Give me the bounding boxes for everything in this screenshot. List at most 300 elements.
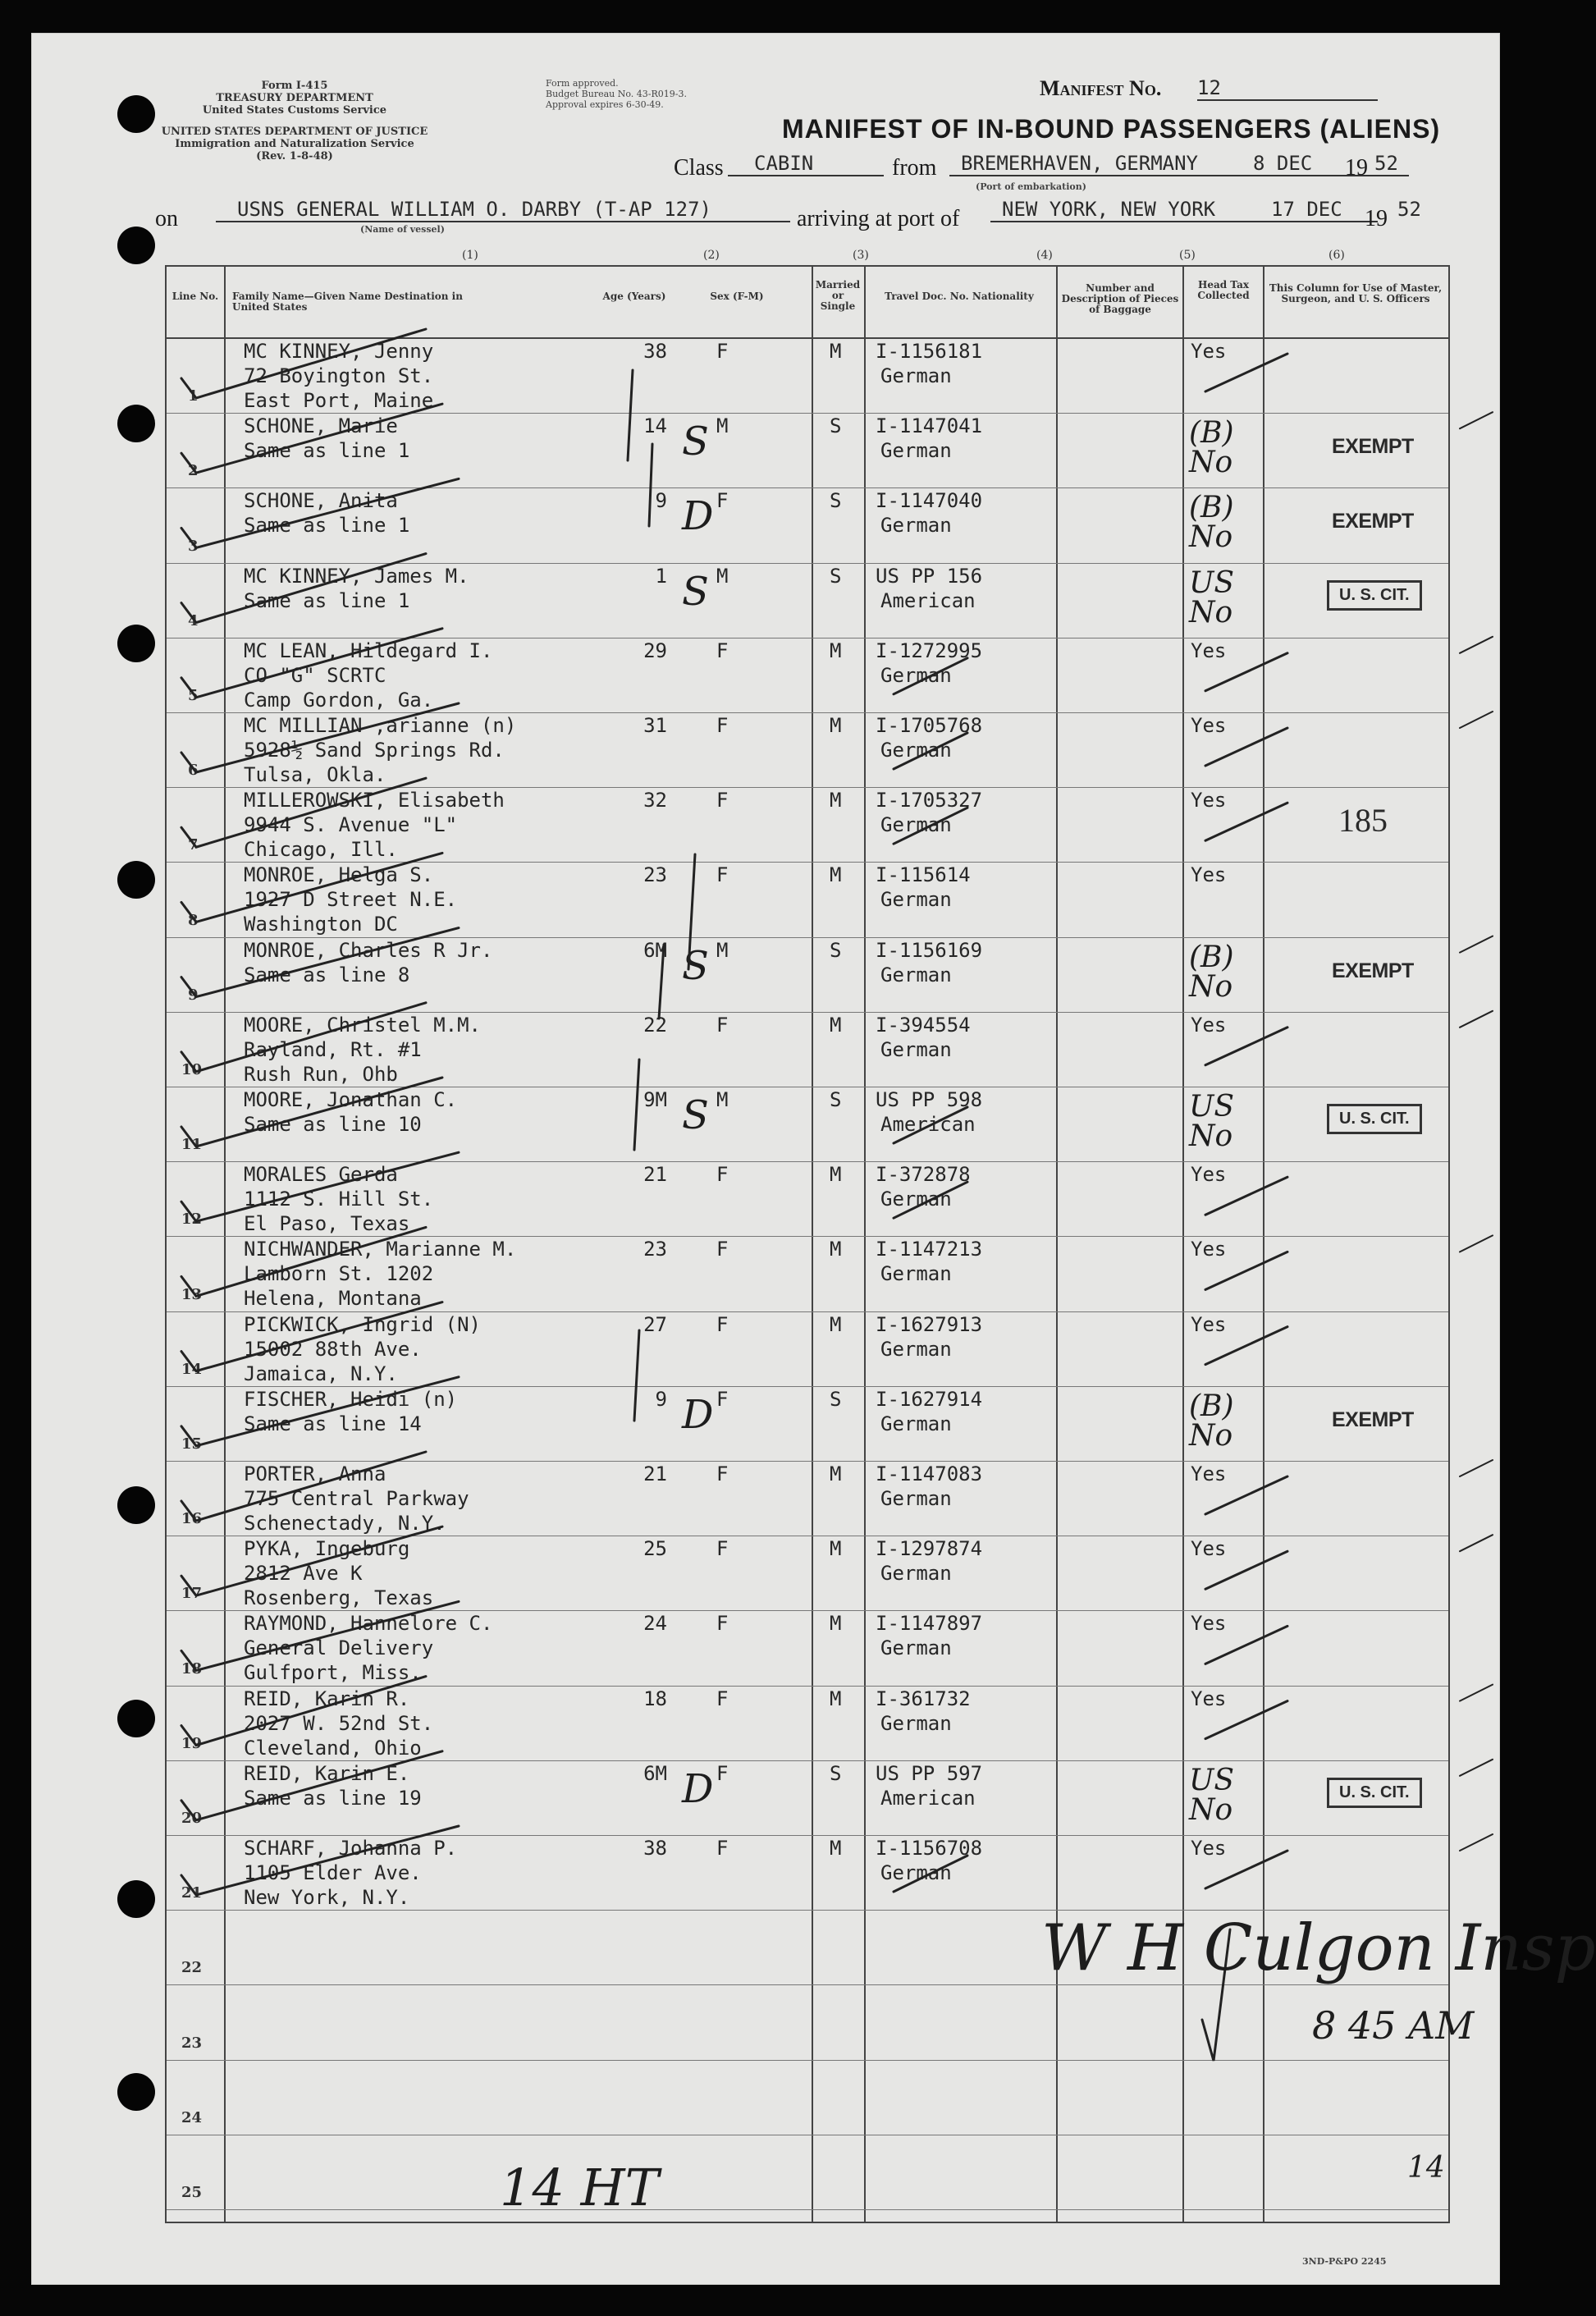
col-num-4: (4) bbox=[1036, 249, 1053, 262]
passenger-age: 23 bbox=[643, 863, 667, 887]
passenger-address-2: Gulfport, Miss. bbox=[244, 1661, 422, 1685]
head-tax: Yes bbox=[1191, 639, 1227, 662]
nationality: German bbox=[880, 1636, 952, 1660]
travel-doc-no: US PP 598 bbox=[876, 1088, 983, 1111]
check-mark bbox=[1205, 653, 1287, 691]
check-mark bbox=[181, 1601, 459, 1670]
printer-code: 3ND-P&PO 2245 bbox=[1302, 2256, 1387, 2267]
passenger-sex: F bbox=[716, 1312, 729, 1336]
passenger-name: MONROE, Charles R Jr. bbox=[244, 938, 493, 962]
check-mark bbox=[1460, 1235, 1493, 1252]
check-mark bbox=[181, 404, 442, 473]
passenger-sex: F bbox=[716, 714, 729, 737]
nationality: German bbox=[880, 514, 952, 538]
passenger-address-1: 72 Boyington St. bbox=[244, 364, 434, 387]
depart-year-prefix: 19 bbox=[1345, 155, 1368, 181]
vessel-label: (Name of vessel) bbox=[360, 224, 445, 235]
check-mark bbox=[628, 370, 633, 460]
marital-status: S bbox=[830, 1387, 842, 1411]
line-number: 8 bbox=[188, 911, 199, 929]
travel-doc-no: I-1627913 bbox=[876, 1312, 983, 1336]
check-mark bbox=[181, 1751, 442, 1820]
handwritten-tax-note: US No bbox=[1189, 565, 1235, 629]
revision: (Rev. 1-8-48) bbox=[256, 150, 333, 162]
passenger-name: SCHARF, Johanna P. bbox=[244, 1837, 458, 1860]
check-mark bbox=[1205, 1701, 1287, 1739]
us-citizen-stamp: U. S. CIT. bbox=[1327, 1104, 1422, 1134]
travel-doc-no: I-115614 bbox=[876, 863, 971, 887]
nationality: German bbox=[880, 1188, 952, 1211]
nationality: German bbox=[880, 1412, 952, 1435]
arriving-label: arriving at port of bbox=[797, 206, 960, 231]
col-num-2: (2) bbox=[703, 249, 720, 262]
line-number: 6 bbox=[188, 762, 199, 780]
check-mark bbox=[181, 1227, 426, 1296]
nationality: German bbox=[880, 1711, 952, 1735]
head-tax: Yes bbox=[1191, 1537, 1227, 1561]
travel-doc-no: I-1147083 bbox=[876, 1462, 983, 1485]
line-number: 12 bbox=[181, 1211, 203, 1229]
check-mark bbox=[181, 1677, 426, 1746]
from-label: from bbox=[892, 155, 937, 181]
line-number: 5 bbox=[188, 686, 199, 704]
passenger-sex: F bbox=[716, 1761, 729, 1785]
marital-status: M bbox=[830, 1462, 842, 1485]
check-mark bbox=[1205, 1851, 1287, 1888]
handwritten-tax-note: (B) No bbox=[1189, 491, 1234, 555]
passenger-sex: F bbox=[716, 1537, 729, 1561]
line-number: 22 bbox=[181, 1959, 203, 1977]
marital-status: S bbox=[830, 1761, 842, 1785]
passenger-age: 27 bbox=[643, 1312, 667, 1336]
passenger-name: MONROE, Helga S. bbox=[244, 863, 434, 887]
embarkation-label: (Port of embarkation) bbox=[976, 181, 1086, 192]
corner-note: 14 bbox=[1407, 2151, 1445, 2185]
passenger-name: PICKWICK, Ingrid (N) bbox=[244, 1312, 481, 1336]
nationality: German bbox=[880, 1861, 952, 1884]
exempt-stamp: EXEMPT bbox=[1332, 435, 1414, 459]
check-mark bbox=[894, 733, 967, 769]
passenger-name: FISCHER, Heidi (n) bbox=[244, 1387, 458, 1411]
passenger-age: 9M bbox=[643, 1088, 667, 1111]
marital-status: S bbox=[830, 564, 842, 588]
marital-status: M bbox=[830, 1238, 842, 1261]
passenger-age: 14 bbox=[643, 414, 667, 438]
passenger-name: SCHONE, Anita bbox=[244, 489, 398, 513]
arrival-time-note: 8 45 AM bbox=[1312, 2003, 1475, 2048]
handwritten-tax-note: (B) No bbox=[1189, 416, 1234, 480]
col-num-1: (1) bbox=[462, 249, 478, 262]
col-num-3: (3) bbox=[853, 249, 869, 262]
check-mark bbox=[181, 329, 426, 398]
marital-status: M bbox=[830, 340, 842, 363]
passenger-sex: F bbox=[716, 489, 729, 513]
passenger-name: PYKA, Ingeburg bbox=[244, 1537, 410, 1561]
passenger-age: 24 bbox=[643, 1612, 667, 1636]
marital-status: M bbox=[830, 863, 842, 887]
handwritten-tax-note: (B) No bbox=[1189, 940, 1234, 1004]
check-mark bbox=[894, 658, 967, 694]
passenger-name: MC KINNEY, James M. bbox=[244, 564, 469, 588]
check-mark bbox=[181, 1826, 459, 1895]
check-mark bbox=[181, 853, 442, 922]
head-tax: Yes bbox=[1191, 1163, 1227, 1187]
check-mark bbox=[894, 1856, 967, 1892]
marital-status: S bbox=[830, 489, 842, 513]
passenger-sex: M bbox=[716, 414, 729, 438]
budget-bureau: Budget Bureau No. 43-R019-3. bbox=[546, 89, 688, 99]
passenger-sex: F bbox=[716, 789, 729, 812]
passenger-address-1: 9944 S. Avenue "L" bbox=[244, 813, 458, 837]
check-mark bbox=[634, 1060, 639, 1150]
passenger-name: MC KINNEY, Jenny bbox=[244, 340, 434, 363]
check-mark bbox=[1460, 936, 1493, 953]
exempt-stamp: EXEMPT bbox=[1332, 1407, 1414, 1431]
check-mark bbox=[1460, 637, 1493, 653]
line-number: 11 bbox=[181, 1136, 203, 1154]
customs-service: United States Customs Service bbox=[202, 104, 387, 117]
depart-date: 8 DEC bbox=[1253, 152, 1313, 175]
line-number: 4 bbox=[188, 611, 199, 629]
vessel-name: USNS GENERAL WILLIAM O. DARBY (T-AP 127) bbox=[216, 198, 790, 222]
check-mark bbox=[181, 778, 426, 847]
line-number: 10 bbox=[181, 1060, 203, 1078]
passenger-address-2: Rush Run, Ohb bbox=[244, 1062, 398, 1086]
line-number: 14 bbox=[181, 1360, 203, 1378]
check-mark bbox=[181, 1526, 442, 1595]
passenger-name: REID, Karin R. bbox=[244, 1687, 410, 1710]
passenger-age: 32 bbox=[643, 789, 667, 812]
handwritten-sex-mark: S bbox=[682, 419, 709, 465]
passenger-address-1: CO "G" SCRTC bbox=[244, 663, 386, 687]
passenger-address-2: Camp Gordon, Ga. bbox=[244, 688, 434, 712]
nationality: German bbox=[880, 1562, 952, 1586]
exempt-stamp: EXEMPT bbox=[1332, 510, 1414, 533]
travel-doc-no: I-1156181 bbox=[876, 340, 983, 363]
passenger-address-2: New York, N.Y. bbox=[244, 1886, 410, 1909]
passenger-name: RAYMOND, Hannelore C. bbox=[244, 1612, 493, 1636]
us-citizen-stamp: U. S. CIT. bbox=[1327, 1778, 1422, 1808]
travel-doc-no: I-1156708 bbox=[876, 1837, 983, 1860]
passenger-age: 31 bbox=[643, 714, 667, 737]
marital-status: M bbox=[830, 1687, 842, 1710]
passenger-name: NICHWANDER, Marianne M. bbox=[244, 1238, 517, 1261]
check-mark bbox=[1460, 1535, 1493, 1551]
line-number: 24 bbox=[181, 2108, 203, 2126]
marital-status: S bbox=[830, 1088, 842, 1111]
line-number: 16 bbox=[181, 1510, 203, 1528]
check-mark bbox=[1460, 1460, 1493, 1476]
passenger-address-1: 5928½ Sand Springs Rd. bbox=[244, 739, 505, 762]
passenger-address-1: 15002 88th Ave. bbox=[244, 1337, 422, 1361]
officer-number: 185 bbox=[1338, 802, 1388, 840]
check-mark bbox=[181, 629, 442, 698]
passenger-age: 21 bbox=[643, 1462, 667, 1485]
passenger-name: MC LEAN, Hildegard I. bbox=[244, 639, 493, 662]
passenger-age: 23 bbox=[643, 1238, 667, 1261]
line-number: 1 bbox=[188, 387, 199, 405]
passenger-address-2: Cleveland, Ohio bbox=[244, 1736, 422, 1760]
check-mark bbox=[659, 945, 664, 1018]
marital-status: M bbox=[830, 789, 842, 812]
head-tax: Yes bbox=[1191, 1013, 1227, 1037]
nationality: German bbox=[880, 663, 952, 687]
check-mark bbox=[688, 854, 695, 969]
passenger-name: MILLEROWSKI, Elisabeth bbox=[244, 789, 505, 812]
travel-doc-no: I-1147041 bbox=[876, 414, 983, 438]
header-baggage: Number and Description of Pieces of Baggage bbox=[1061, 282, 1179, 315]
passenger-name: SCHONE, Marie bbox=[244, 414, 398, 438]
check-mark bbox=[181, 928, 459, 997]
passenger-age: 6M bbox=[643, 1761, 667, 1785]
manifest-no-value: 12 bbox=[1197, 76, 1378, 101]
check-mark bbox=[181, 1302, 442, 1371]
passenger-address-2: Tulsa, Okla. bbox=[244, 763, 386, 786]
marital-status: S bbox=[830, 414, 842, 438]
line-number: 2 bbox=[188, 462, 199, 480]
passenger-age: 6M bbox=[643, 938, 667, 962]
passenger-address-1: 1112 S. Hill St. bbox=[244, 1188, 434, 1211]
travel-doc-no: I-1297874 bbox=[876, 1537, 983, 1561]
marital-status: S bbox=[830, 938, 842, 962]
head-tax: Yes bbox=[1191, 1837, 1227, 1860]
check-mark bbox=[181, 1452, 426, 1521]
travel-doc-no: I-1705768 bbox=[876, 714, 983, 737]
travel-doc-no: I-361732 bbox=[876, 1687, 971, 1710]
travel-doc-no: I-1147897 bbox=[876, 1612, 983, 1636]
nationality: German bbox=[880, 1262, 952, 1286]
handwritten-sex-mark: D bbox=[682, 493, 714, 540]
passenger-age: 1 bbox=[655, 564, 667, 588]
passenger-name: MOORE, Jonathan C. bbox=[244, 1088, 458, 1111]
line-number: 25 bbox=[181, 2183, 203, 2201]
marital-status: M bbox=[830, 714, 842, 737]
col-num-5: (5) bbox=[1179, 249, 1196, 262]
class-value: CABIN bbox=[728, 152, 884, 176]
treasury-dept: TREASURY DEPARTMENT bbox=[216, 92, 373, 104]
line-number: 17 bbox=[181, 1585, 203, 1603]
line-number: 18 bbox=[181, 1659, 203, 1677]
handwritten-sex-mark: D bbox=[682, 1391, 714, 1438]
passenger-sex: M bbox=[716, 1088, 729, 1111]
passenger-sex: F bbox=[716, 863, 729, 887]
from-value: BREMERHAVEN, GERMANY bbox=[949, 152, 1409, 176]
travel-doc-no: US PP 597 bbox=[876, 1761, 983, 1785]
header-name: Family Name—Given Name Destination in United States bbox=[232, 291, 463, 313]
check-mark bbox=[1205, 803, 1287, 840]
check-mark bbox=[1460, 1685, 1493, 1701]
ins-service: Immigration and Naturalization Service bbox=[175, 138, 414, 150]
passenger-name: MORALES Gerda bbox=[244, 1163, 398, 1187]
head-tax: Yes bbox=[1191, 714, 1227, 737]
manifest-title: MANIFEST OF IN-BOUND PASSENGERS (ALIENS) bbox=[782, 114, 1441, 144]
arrival-year: 52 bbox=[1397, 198, 1421, 221]
header-head-tax: Head Tax Collected bbox=[1197, 279, 1250, 301]
passenger-address-1: Rayland, Rt. #1 bbox=[244, 1037, 422, 1061]
line-number: 3 bbox=[188, 537, 199, 555]
handwritten-sex-mark: S bbox=[682, 568, 709, 615]
line-number: 7 bbox=[188, 836, 199, 854]
travel-doc-no: I-1627914 bbox=[876, 1387, 983, 1411]
head-tax: Yes bbox=[1191, 340, 1227, 363]
check-mark bbox=[181, 1078, 442, 1147]
marital-status: M bbox=[830, 1537, 842, 1561]
passenger-address-2: Helena, Montana bbox=[244, 1287, 422, 1311]
line-number: 23 bbox=[181, 2034, 203, 2052]
passenger-age: 9 bbox=[655, 489, 667, 513]
nationality: American bbox=[880, 588, 976, 612]
approval-expires: Approval expires 6-30-49. bbox=[546, 99, 664, 110]
nationality: German bbox=[880, 1337, 952, 1361]
depart-year: 52 bbox=[1374, 152, 1398, 175]
nationality: German bbox=[880, 813, 952, 837]
head-tax: Yes bbox=[1191, 1238, 1227, 1261]
passenger-sex: F bbox=[716, 639, 729, 662]
passenger-address-1: Same as line 1 bbox=[244, 514, 410, 538]
passenger-sex: F bbox=[716, 340, 729, 363]
line-number: 20 bbox=[181, 1809, 203, 1827]
travel-doc-no: I-1272995 bbox=[876, 639, 983, 662]
manifest-no-label: Manifest No. bbox=[1040, 76, 1162, 100]
passenger-address-1: Same as line 1 bbox=[244, 588, 410, 612]
check-mark bbox=[181, 478, 459, 547]
head-tax: Yes bbox=[1191, 1462, 1227, 1485]
passenger-address-2: El Paso, Texas bbox=[244, 1212, 410, 1236]
bottom-note: 14 HT bbox=[500, 2158, 660, 2218]
line-number: 13 bbox=[181, 1285, 203, 1303]
head-tax: Yes bbox=[1191, 863, 1227, 887]
passenger-address-1: 2812 Ave K bbox=[244, 1562, 363, 1586]
passenger-address-1: 775 Central Parkway bbox=[244, 1487, 469, 1510]
passenger-address-1: Same as line 8 bbox=[244, 963, 410, 986]
header-sex: Sex (F-M) bbox=[710, 291, 764, 302]
passenger-address-1: 1105 Elder Ave. bbox=[244, 1861, 422, 1884]
passenger-age: 29 bbox=[643, 639, 667, 662]
check-mark bbox=[1460, 1760, 1493, 1776]
check-mark bbox=[1205, 1028, 1287, 1065]
nationality: American bbox=[880, 1786, 976, 1810]
marital-status: M bbox=[830, 1163, 842, 1187]
passenger-address-1: Lamborn St. 1202 bbox=[244, 1262, 434, 1286]
passenger-sex: M bbox=[716, 564, 729, 588]
marital-status: M bbox=[830, 1612, 842, 1636]
passenger-age: 18 bbox=[643, 1687, 667, 1710]
check-mark bbox=[1205, 1626, 1287, 1664]
col-num-6: (6) bbox=[1328, 249, 1345, 262]
marital-status: M bbox=[830, 1312, 842, 1336]
justice-dept: UNITED STATES DEPARTMENT OF JUSTICE bbox=[161, 126, 428, 138]
handwritten-sex-mark: S bbox=[682, 942, 709, 989]
line-number: 15 bbox=[181, 1435, 203, 1453]
passenger-address-1: Same as line 19 bbox=[244, 1786, 422, 1810]
passenger-address-1: Same as line 1 bbox=[244, 439, 410, 463]
marital-status: M bbox=[830, 639, 842, 662]
passenger-address-1: Same as line 14 bbox=[244, 1412, 422, 1435]
check-mark bbox=[649, 444, 652, 526]
check-mark bbox=[894, 1182, 967, 1218]
passenger-sex: M bbox=[716, 938, 729, 962]
check-mark bbox=[181, 1152, 459, 1221]
passenger-address-2: East Port, Maine bbox=[244, 389, 434, 412]
header-age: Age (Years) bbox=[602, 291, 666, 302]
passenger-age: 9 bbox=[655, 1387, 667, 1411]
header-line-no: Line No. bbox=[171, 291, 219, 302]
inspector-signature: W H Culgon Insp bbox=[1041, 1911, 1596, 1985]
header-married: Married or Single bbox=[815, 279, 861, 312]
travel-doc-no: I-394554 bbox=[876, 1013, 971, 1037]
passenger-address-2: Washington DC bbox=[244, 913, 398, 936]
handwritten-tax-note: (B) No bbox=[1189, 1389, 1234, 1453]
check-mark bbox=[1460, 1834, 1493, 1851]
passenger-sex: F bbox=[716, 1013, 729, 1037]
passenger-name: MOORE, Christel M.M. bbox=[244, 1013, 481, 1037]
passenger-address-1: 1927 D Street N.E. bbox=[244, 888, 458, 912]
passenger-age: 21 bbox=[643, 1163, 667, 1187]
passenger-address-1: General Delivery bbox=[244, 1636, 434, 1660]
passenger-age: 25 bbox=[643, 1537, 667, 1561]
passenger-name: REID, Karin E. bbox=[244, 1761, 410, 1785]
class-label: Class bbox=[674, 155, 724, 181]
line-number: 21 bbox=[181, 1884, 203, 1902]
nationality: German bbox=[880, 439, 952, 463]
check-mark bbox=[1205, 354, 1287, 391]
passenger-sex: F bbox=[716, 1462, 729, 1485]
passenger-address-1: Same as line 10 bbox=[244, 1113, 422, 1136]
check-mark bbox=[181, 1003, 426, 1072]
marital-status: M bbox=[830, 1837, 842, 1860]
passenger-sex: F bbox=[716, 1612, 729, 1636]
travel-doc-no: I-1147040 bbox=[876, 489, 983, 513]
passenger-age: 38 bbox=[643, 1837, 667, 1860]
handwritten-sex-mark: S bbox=[682, 1092, 709, 1138]
marital-status: M bbox=[830, 1013, 842, 1037]
check-mark bbox=[1205, 1177, 1287, 1215]
passenger-address-2: Chicago, Ill. bbox=[244, 838, 398, 862]
check-mark bbox=[1460, 412, 1493, 428]
passenger-address-2: Rosenberg, Texas bbox=[244, 1586, 434, 1610]
passenger-name: PORTER, Anna bbox=[244, 1462, 386, 1485]
passenger-name: MC MILLIAN ,arianne (n) bbox=[244, 714, 517, 737]
check-mark bbox=[894, 1107, 967, 1143]
check-mark bbox=[181, 703, 459, 772]
head-tax: Yes bbox=[1191, 789, 1227, 812]
check-mark bbox=[1460, 712, 1493, 728]
check-mark bbox=[181, 554, 426, 623]
check-mark bbox=[1205, 1476, 1287, 1514]
handwritten-sex-mark: D bbox=[682, 1765, 714, 1812]
travel-doc-no: US PP 156 bbox=[876, 564, 983, 588]
passenger-address-1: 2027 W. 52nd St. bbox=[244, 1711, 434, 1735]
check-mark bbox=[1205, 1551, 1287, 1589]
head-tax: Yes bbox=[1191, 1612, 1227, 1636]
check-mark bbox=[634, 1330, 639, 1421]
passenger-sex: F bbox=[716, 1163, 729, 1187]
travel-doc-no: I-1705327 bbox=[876, 789, 983, 812]
nationality: German bbox=[880, 888, 952, 912]
nationality: German bbox=[880, 1487, 952, 1510]
check-mark bbox=[894, 808, 967, 844]
passenger-address-2: Jamaica, N.Y. bbox=[244, 1362, 398, 1385]
on-label: on bbox=[155, 206, 178, 231]
nationality: German bbox=[880, 364, 952, 387]
nationality: German bbox=[880, 963, 952, 986]
nationality: German bbox=[880, 739, 952, 762]
passenger-sex: F bbox=[716, 1687, 729, 1710]
header-travel-doc: Travel Doc. No. Nationality bbox=[885, 291, 1034, 302]
nationality: German bbox=[880, 1037, 952, 1061]
passenger-sex: F bbox=[716, 1387, 729, 1411]
handwritten-tax-note: US No bbox=[1189, 1763, 1235, 1827]
